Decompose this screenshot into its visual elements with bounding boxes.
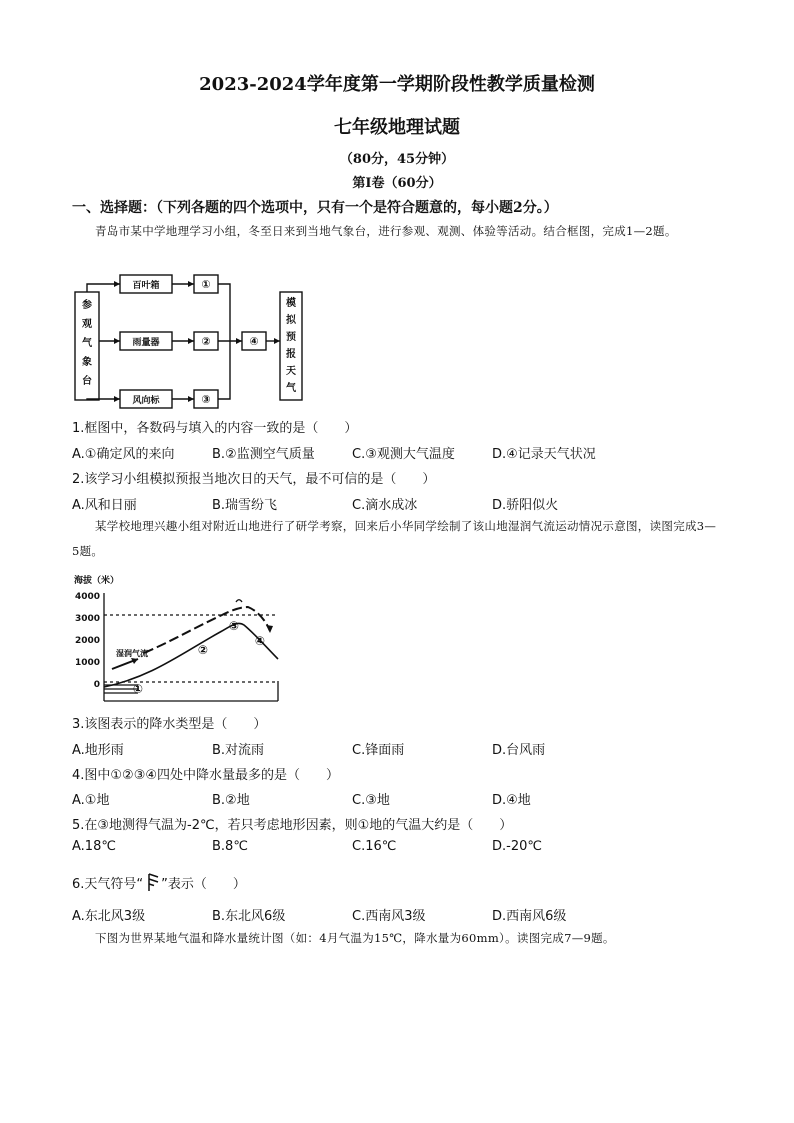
right-box-char: 拟: [286, 315, 296, 326]
option-a[interactable]: A.地形雨: [72, 743, 124, 758]
question-3: 3.该图表示的降水类型是（ ）: [72, 717, 267, 732]
tick-label: 2000: [74, 636, 100, 646]
option-c[interactable]: C.锋面雨: [352, 743, 405, 758]
question-1: 1.框图中，各数码与填入的内容一致的是（ ）: [72, 421, 358, 436]
option-a[interactable]: A.风和日丽: [72, 498, 137, 513]
right-box-char: 预: [286, 332, 296, 343]
weather-station-flowchart: [72, 270, 312, 418]
option-d[interactable]: D.台风雨: [492, 743, 546, 758]
question-4: 4.图中①②③④四处中降水量最多的是（ ）: [72, 768, 340, 783]
option-d[interactable]: D.④地: [492, 793, 531, 808]
question-1-options: [72, 443, 722, 462]
tick-label: 1000: [74, 658, 100, 668]
wind-barb-icon: [143, 871, 161, 893]
tick-label: 4000: [74, 592, 100, 602]
left-box-char: 参: [82, 300, 92, 311]
louvered-box-label: 百叶箱: [132, 281, 160, 291]
option-b[interactable]: B.8℃: [212, 839, 248, 854]
score-time: （80分，45分钟）: [339, 152, 455, 167]
point-3: ③: [228, 619, 240, 633]
option-c[interactable]: C.16℃: [352, 839, 397, 854]
question-4-options: [72, 789, 722, 808]
option-d[interactable]: D.-20℃: [492, 839, 542, 854]
mountain-airflow-diagram: [72, 573, 284, 705]
exam-title: 2023-2024学年度第一学期阶段性教学质量检测: [199, 74, 595, 95]
left-box-char: 象: [82, 357, 92, 368]
section-heading: 一、选择题：（下列各题的四个选项中，只有一个是符合题意的，每小题2分。）: [72, 200, 558, 216]
right-box-char: 气: [286, 383, 296, 394]
tick-label: 3000: [74, 614, 100, 624]
option-d[interactable]: D.西南风6级: [492, 909, 567, 924]
question-6-stem-end: ”表示（ ）: [161, 876, 246, 892]
question-5: 5.在③地测得气温为-2℃，若只考虑地形因素，则①地的气温大约是（ ）: [72, 818, 513, 833]
rain-gauge-label: 雨量器: [132, 338, 160, 348]
part-label: 第Ⅰ卷（60分）: [352, 176, 442, 191]
question-3-options: [72, 739, 722, 758]
left-box-char: 气: [82, 338, 92, 349]
option-c[interactable]: C.西南风3级: [352, 909, 426, 924]
intro-paragraph-2: 某学校地理兴趣小组对附近山地进行了研学考察，回来后小华同学绘制了该山地湿润气流运动情况示意图，读图完成3—5题。: [72, 519, 717, 558]
wind-vane-label: 风向标: [132, 396, 160, 406]
option-a[interactable]: A.①地: [72, 793, 110, 808]
point-2: ②: [197, 643, 209, 657]
right-box-char: 报: [286, 349, 296, 360]
blank-3: ③: [201, 393, 211, 406]
altitude-axis-label: 海拔（米）: [74, 576, 120, 586]
option-c[interactable]: C.滴水成冰: [352, 498, 418, 513]
tick-label: 0: [93, 680, 100, 690]
question-2: 2.该学习小组模拟预报当地次日的天气，最不可信的是（ ）: [72, 472, 436, 487]
blank-2: ②: [201, 335, 211, 348]
question-5-options: [72, 839, 722, 854]
intro-paragraph-1: 青岛市某中学地理学习小组，冬至日来到当地气象台，进行参观、观测、体验等活动。结合框图，完成1—2题。: [95, 224, 677, 238]
option-a[interactable]: A.18℃: [72, 839, 116, 854]
exam-subtitle: 七年级地理试题: [334, 117, 460, 138]
option-a[interactable]: A.①确定风的来向: [72, 447, 175, 462]
option-b[interactable]: B.对流雨: [212, 743, 265, 758]
point-1: ①: [132, 682, 144, 696]
point-4: ④: [254, 634, 266, 648]
left-box-char: 台: [82, 376, 92, 387]
question-6-stem-start: 6.天气符号“: [72, 876, 144, 892]
right-box-char: 模: [286, 298, 296, 309]
question-6: [72, 871, 246, 893]
option-b[interactable]: B.②地: [212, 793, 250, 808]
option-b[interactable]: B.瑞雪纷飞: [212, 498, 278, 513]
left-box-char: 观: [82, 319, 92, 330]
right-box-char: 天: [286, 366, 296, 377]
option-c[interactable]: C.③地: [352, 793, 390, 808]
airflow-label: 湿润气流: [116, 649, 148, 658]
blank-1: ①: [201, 278, 211, 291]
question-6-options: [72, 905, 722, 924]
option-c[interactable]: C.③观测大气温度: [352, 447, 455, 462]
question-2-options: [72, 494, 722, 513]
intro-paragraph-3: 下图为世界某地气温和降水量统计图（如：4月气温为15℃，降水量为60mm）。读图完成7—9题。: [95, 931, 615, 945]
option-d[interactable]: D.骄阳似火: [492, 498, 559, 513]
option-b[interactable]: B.②监测空气质量: [212, 447, 315, 462]
blank-4: ④: [249, 335, 259, 348]
option-b[interactable]: B.东北风6级: [212, 909, 286, 924]
option-d[interactable]: D.④记录天气状况: [492, 447, 596, 462]
option-a[interactable]: A.东北风3级: [72, 909, 146, 924]
